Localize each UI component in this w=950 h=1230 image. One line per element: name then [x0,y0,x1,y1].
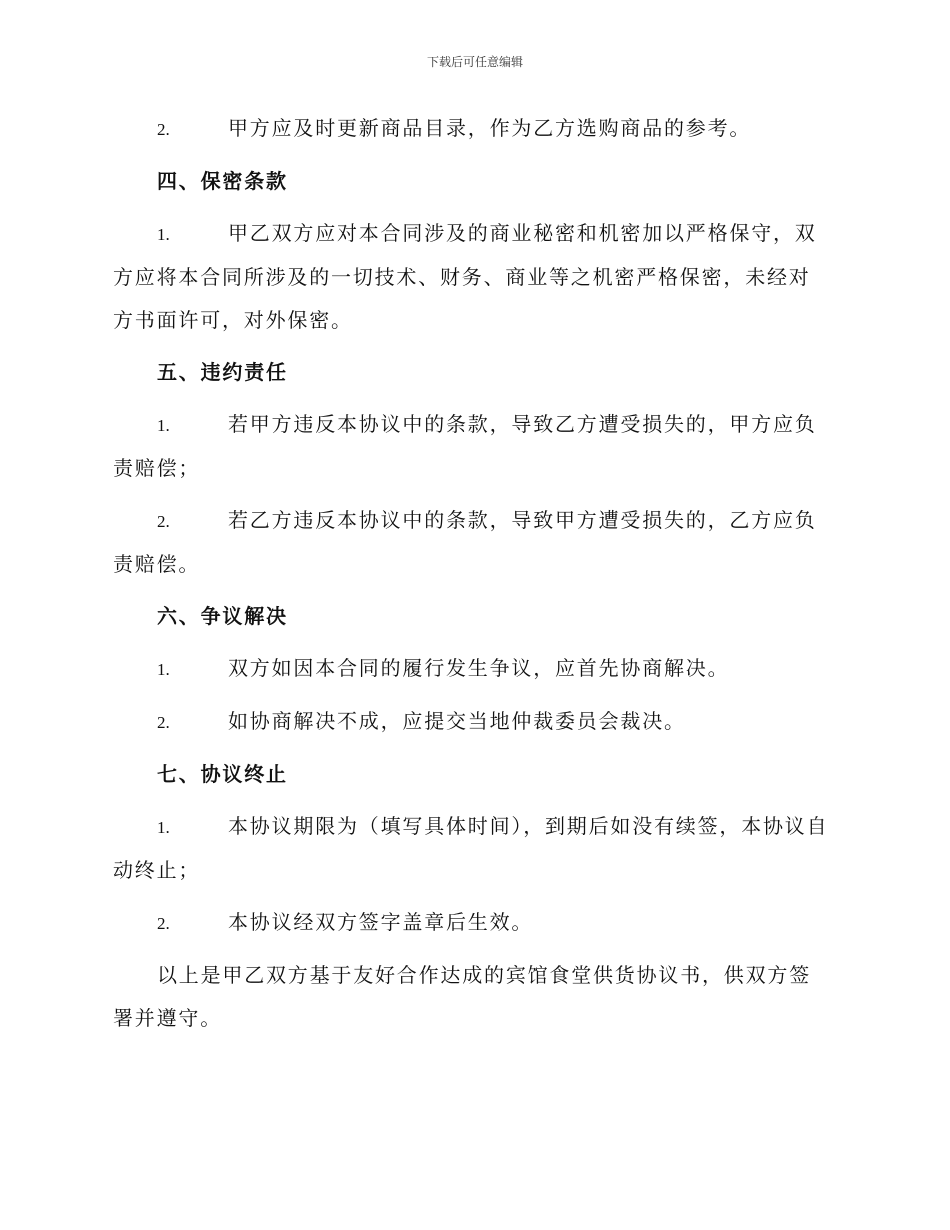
clause-number: 2. [157,120,170,139]
clause-3-2 [113,107,831,151]
clause-number: 1. [157,818,170,837]
clause-text: 如协商解决不成，应提交当地仲裁委员会裁决。 [228,709,686,733]
clause-text: 若甲方违反本协议中的条款，导致乙方遭受损失的，甲方应负责赔偿； [113,412,817,480]
section-heading-confidentiality: 四、保密条款 [157,169,288,193]
section-heading-dispute: 六、争议解决 [157,604,288,628]
clause-number: 2. [157,914,170,933]
clause-text: 甲乙双方应对本合同涉及的商业秘密和机密加以严格保守，双方应将本合同所涉及的一切技术、财务、商业等之机密严格保密，未经对方书面许可，对外保密。 [113,221,817,332]
clause-text: 本协议经双方签字盖章后生效。 [228,910,534,934]
clause-number: 2. [157,713,170,732]
clause-text: 若乙方违反本协议中的条款，导致甲方遭受损失的，乙方应负责赔偿。 [113,508,817,576]
clause-6-1 [113,647,831,691]
clause-number: 1. [157,660,170,679]
clause-text: 本协议期限为（填写具体时间），到期后如没有续签，本协议自动终止； [113,814,829,882]
clause-text: 双方如因本合同的履行发生争议，应首先协商解决。 [228,656,730,680]
closing-paragraph [113,954,831,1040]
closing-text: 以上是甲乙双方基于友好合作达成的宾馆食堂供货协议书，供双方签署并遵守。 [113,963,811,1030]
clause-4-1 [113,212,831,342]
clause-6-2 [113,700,831,744]
section-heading-termination: 七、协议终止 [157,762,288,786]
clause-number: 2. [157,512,170,531]
clause-5-2 [113,499,831,586]
section-heading-liability: 五、违约责任 [157,360,288,384]
clause-number: 1. [157,225,170,244]
page-header: 下载后可任意编辑 [426,55,523,69]
clause-5-1 [113,403,831,490]
clause-7-2 [113,901,831,945]
clause-7-1 [113,805,831,892]
document-body [113,107,831,1049]
clause-number: 1. [157,416,170,435]
clause-text: 甲方应及时更新商品目录，作为乙方选购商品的参考。 [228,116,752,140]
